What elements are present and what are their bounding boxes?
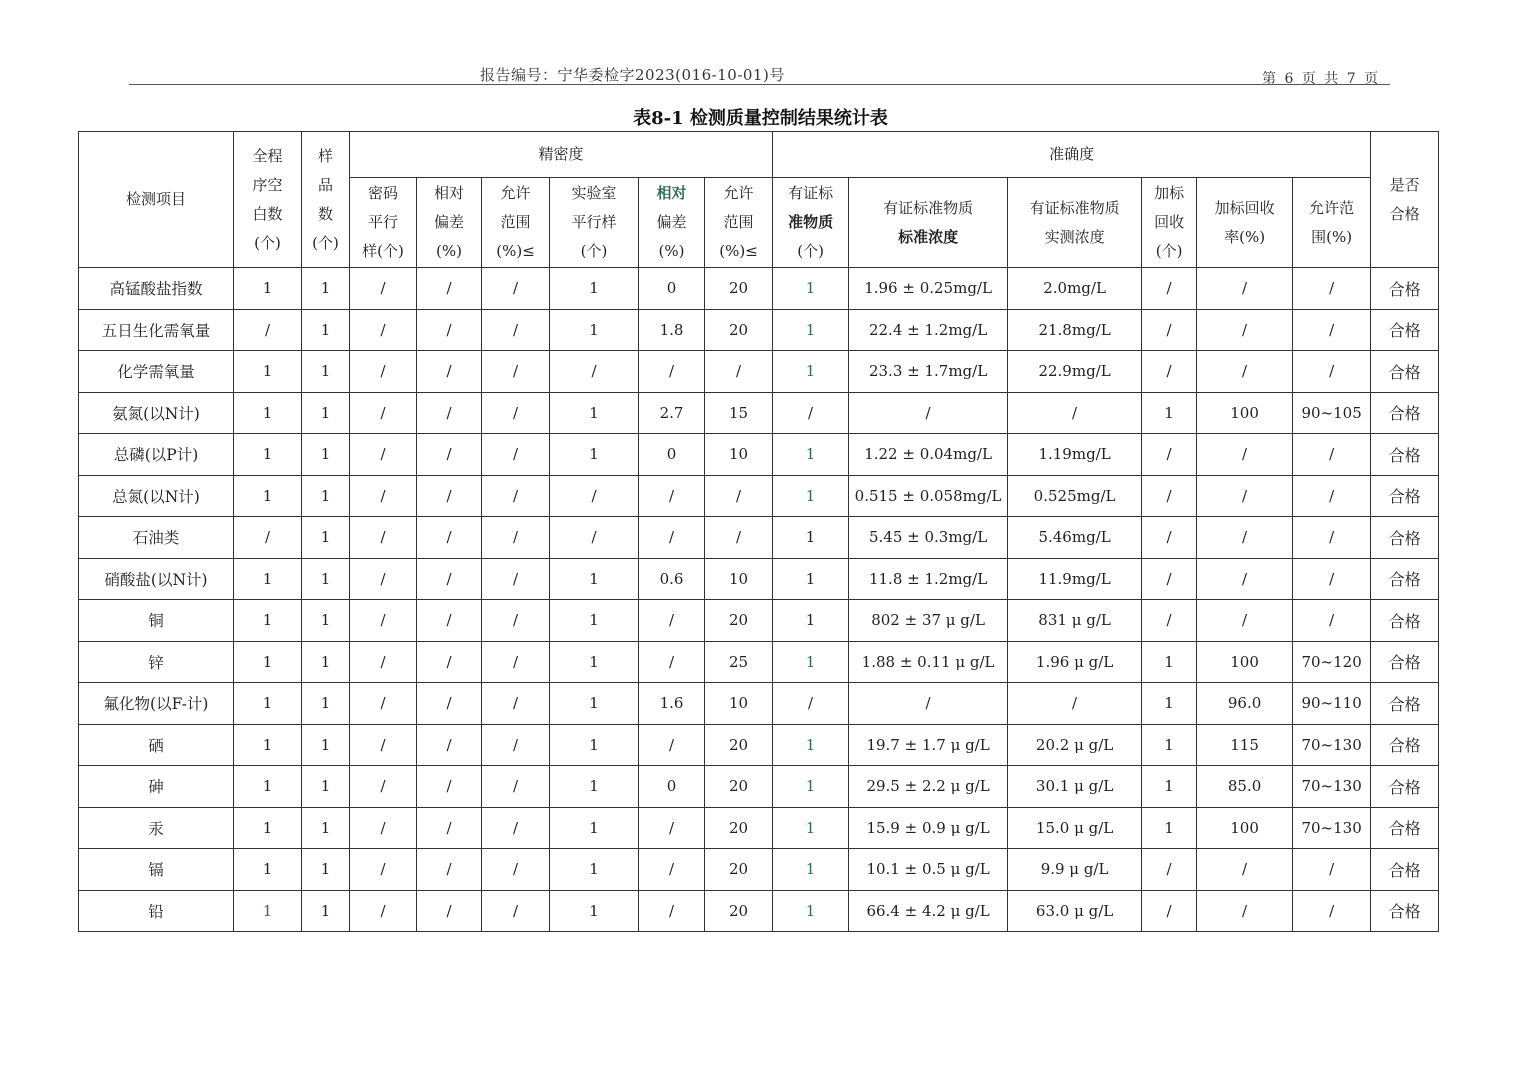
cell-blank: 1 [234,641,302,683]
cell-ok: 合格 [1371,392,1439,434]
cell-a5: 96.0 [1197,683,1293,725]
cell-a4: 1 [1142,807,1197,849]
cell-a2: 15.9 ± 0.9 μ g/L [849,807,1008,849]
cell-ok: 合格 [1371,558,1439,600]
cell-a3: 20.2 μ g/L [1008,724,1142,766]
table-row [79,724,1439,766]
cell-a1: 1 [773,475,849,517]
cell-p6: 20 [705,724,773,766]
cell-a5: / [1197,517,1293,559]
cell-samples: 1 [302,517,350,559]
cell-p5: 1.8 [639,309,705,351]
cell-p5: / [639,517,705,559]
cell-blank: 1 [234,890,302,932]
cell-a5: / [1197,890,1293,932]
cell-a4: / [1142,268,1197,310]
cell-a4: / [1142,849,1197,891]
cell-p3: / [482,517,550,559]
cell-a5: 100 [1197,392,1293,434]
cell-samples: 1 [302,683,350,725]
cell-a2: 1.22 ± 0.04mg/L [849,434,1008,476]
cell-a4: / [1142,475,1197,517]
cell-p3: / [482,392,550,434]
cell-p2: / [417,517,482,559]
cell-ok: 合格 [1371,724,1439,766]
cell-item: 汞 [79,807,234,849]
col-p3-header: 允许 范围 (%)≤ [482,178,550,268]
cell-a5: 115 [1197,724,1293,766]
cell-a5: / [1197,475,1293,517]
cell-p5: / [639,849,705,891]
cell-item: 硝酸盐(以N计) [79,558,234,600]
cell-ok: 合格 [1371,683,1439,725]
cell-item: 砷 [79,766,234,808]
cell-p5: 0 [639,268,705,310]
cell-blank: / [234,517,302,559]
col-a2-header: 有证标准物质 标准浓度 [849,178,1008,268]
cell-samples: 1 [302,309,350,351]
cell-a6: 70~130 [1293,724,1371,766]
cell-a1: 1 [773,890,849,932]
table-row [79,641,1439,683]
cell-a2: 22.4 ± 1.2mg/L [849,309,1008,351]
cell-p1: / [350,849,417,891]
cell-p3: / [482,641,550,683]
cell-a2: / [849,392,1008,434]
cell-p5: / [639,641,705,683]
cell-a1: 1 [773,517,849,559]
cell-blank: 1 [234,724,302,766]
cell-item: 高锰酸盐指数 [79,268,234,310]
table-row [79,434,1439,476]
cell-a1: 1 [773,724,849,766]
cell-p6: 10 [705,434,773,476]
cell-p2: / [417,641,482,683]
report-number: 报告编号：宁华委检字2023(016-10-01)号 [480,66,785,84]
cell-a2: 66.4 ± 4.2 μ g/L [849,890,1008,932]
cell-a5: / [1197,434,1293,476]
col-a1-header: 有证标 准物质 (个) [773,178,849,268]
cell-p6: / [705,517,773,559]
cell-p3: / [482,475,550,517]
cell-p2: / [417,849,482,891]
cell-p5: 0.6 [639,558,705,600]
cell-p4: 1 [550,309,639,351]
cell-blank: 1 [234,268,302,310]
cell-blank: 1 [234,849,302,891]
cell-a6: / [1293,309,1371,351]
cell-a6: 90~105 [1293,392,1371,434]
cell-p6: 20 [705,766,773,808]
cell-samples: 1 [302,849,350,891]
cell-p4: 1 [550,268,639,310]
cell-a1: 1 [773,766,849,808]
cell-a2: 1.88 ± 0.11 μ g/L [849,641,1008,683]
cell-samples: 1 [302,475,350,517]
cell-a2: 0.515 ± 0.058mg/L [849,475,1008,517]
cell-a3: 21.8mg/L [1008,309,1142,351]
col-a4-header: 加标 回收 (个) [1142,178,1197,268]
cell-p2: / [417,724,482,766]
cell-samples: 1 [302,268,350,310]
cell-samples: 1 [302,807,350,849]
cell-p6: / [705,475,773,517]
col-a3-header: 有证标准物质 实测浓度 [1008,178,1142,268]
cell-p5: / [639,351,705,393]
cell-p1: / [350,683,417,725]
cell-item: 石油类 [79,517,234,559]
cell-p5: / [639,600,705,642]
cell-item: 总氮(以N计) [79,475,234,517]
cell-a3: 9.9 μ g/L [1008,849,1142,891]
cell-item: 五日生化需氧量 [79,309,234,351]
cell-p5: / [639,890,705,932]
cell-p5: 1.6 [639,683,705,725]
cell-ok: 合格 [1371,849,1439,891]
col-p1-header: 密码 平行 样(个) [350,178,417,268]
cell-p3: / [482,890,550,932]
cell-ok: 合格 [1371,517,1439,559]
cell-blank: 1 [234,392,302,434]
cell-p2: / [417,434,482,476]
col-blank-header: 全程 序空 白数 (个) [234,132,302,268]
cell-p1: / [350,558,417,600]
cell-p1: / [350,724,417,766]
cell-p2: / [417,309,482,351]
cell-p4: 1 [550,849,639,891]
cell-a4: 1 [1142,683,1197,725]
cell-p1: / [350,392,417,434]
cell-a5: / [1197,309,1293,351]
cell-p4: 1 [550,807,639,849]
cell-p3: / [482,724,550,766]
cell-blank: 1 [234,807,302,849]
cell-a2: 802 ± 37 μ g/L [849,600,1008,642]
cell-p2: / [417,683,482,725]
cell-a3: 30.1 μ g/L [1008,766,1142,808]
cell-a5: / [1197,558,1293,600]
cell-p1: / [350,600,417,642]
table-row [79,807,1439,849]
cell-a2: 23.3 ± 1.7mg/L [849,351,1008,393]
accuracy-group-header: 准确度 [773,132,1371,178]
cell-p6: 20 [705,600,773,642]
cell-a4: / [1142,434,1197,476]
cell-a1: 1 [773,600,849,642]
cell-a5: / [1197,600,1293,642]
cell-blank: 1 [234,766,302,808]
cell-a6: 70~130 [1293,766,1371,808]
cell-p2: / [417,766,482,808]
cell-p6: 20 [705,309,773,351]
cell-a4: / [1142,517,1197,559]
cell-a3: / [1008,392,1142,434]
cell-p2: / [417,392,482,434]
cell-a2: 11.8 ± 1.2mg/L [849,558,1008,600]
cell-p1: / [350,890,417,932]
cell-p1: / [350,434,417,476]
cell-p1: / [350,766,417,808]
table-row [79,309,1439,351]
cell-samples: 1 [302,558,350,600]
cell-p3: / [482,351,550,393]
cell-a6: / [1293,890,1371,932]
cell-a2: / [849,683,1008,725]
cell-ok: 合格 [1371,434,1439,476]
cell-a6: / [1293,351,1371,393]
cell-p1: / [350,351,417,393]
cell-a1: 1 [773,641,849,683]
cell-a4: / [1142,309,1197,351]
cell-a2: 10.1 ± 0.5 μ g/L [849,849,1008,891]
cell-item: 锌 [79,641,234,683]
cell-p3: / [482,558,550,600]
col-samples-header: 样 品 数 (个) [302,132,350,268]
cell-a5: / [1197,849,1293,891]
cell-a1: 1 [773,558,849,600]
cell-a1: 1 [773,807,849,849]
cell-a6: 70~120 [1293,641,1371,683]
cell-p6: 20 [705,268,773,310]
cell-a5: / [1197,268,1293,310]
cell-a6: / [1293,849,1371,891]
cell-a1: 1 [773,268,849,310]
cell-p1: / [350,807,417,849]
col-a5-header: 加标回收 率(%) [1197,178,1293,268]
cell-a1: 1 [773,434,849,476]
cell-p4: 1 [550,766,639,808]
cell-a3: 5.46mg/L [1008,517,1142,559]
cell-p1: / [350,268,417,310]
cell-a4: / [1142,351,1197,393]
cell-blank: 1 [234,434,302,476]
cell-samples: 1 [302,392,350,434]
cell-p6: 10 [705,558,773,600]
cell-a6: / [1293,600,1371,642]
cell-a2: 5.45 ± 0.3mg/L [849,517,1008,559]
cell-item: 铅 [79,890,234,932]
cell-a4: 1 [1142,724,1197,766]
cell-p2: / [417,600,482,642]
cell-p4: 1 [550,392,639,434]
cell-p4: 1 [550,434,639,476]
cell-p2: / [417,807,482,849]
cell-ok: 合格 [1371,268,1439,310]
cell-ok: 合格 [1371,641,1439,683]
cell-p4: 1 [550,683,639,725]
col-p5-header: 相对 偏差 (%) [639,178,705,268]
cell-p1: / [350,517,417,559]
cell-a3: 15.0 μ g/L [1008,807,1142,849]
cell-p1: / [350,641,417,683]
cell-a6: 90~110 [1293,683,1371,725]
cell-samples: 1 [302,600,350,642]
cell-p2: / [417,890,482,932]
cell-a6: / [1293,558,1371,600]
cell-p2: / [417,351,482,393]
cell-a1: / [773,683,849,725]
header-divider [129,84,1390,85]
cell-a3: 1.96 μ g/L [1008,641,1142,683]
cell-a4: / [1142,600,1197,642]
cell-a5: 100 [1197,807,1293,849]
table-row [79,683,1439,725]
table-row [79,392,1439,434]
cell-a5: / [1197,351,1293,393]
cell-a6: / [1293,268,1371,310]
cell-a5: 85.0 [1197,766,1293,808]
cell-item: 硒 [79,724,234,766]
cell-p3: / [482,766,550,808]
cell-p5: 0 [639,766,705,808]
page-number: 第 6 页 共 7 页 [1262,71,1381,87]
table-row [79,766,1439,808]
qc-results-table [78,131,1439,932]
cell-a1: 1 [773,849,849,891]
cell-samples: 1 [302,766,350,808]
cell-blank: 1 [234,475,302,517]
qc-table-body [79,268,1439,932]
cell-a3: 0.525mg/L [1008,475,1142,517]
table-row [79,351,1439,393]
cell-ok: 合格 [1371,351,1439,393]
cell-p3: / [482,434,550,476]
cell-blank: 1 [234,558,302,600]
cell-a3: 831 μ g/L [1008,600,1142,642]
col-a6-header: 允许范 围(%) [1293,178,1371,268]
cell-p5: 0 [639,434,705,476]
col-p4-header: 实验室 平行样 (个) [550,178,639,268]
cell-item: 氟化物(以F-计) [79,683,234,725]
cell-samples: 1 [302,724,350,766]
table-row [79,517,1439,559]
table-row [79,475,1439,517]
cell-p6: 10 [705,683,773,725]
cell-samples: 1 [302,434,350,476]
cell-p6: 20 [705,807,773,849]
cell-p4: / [550,475,639,517]
cell-p3: / [482,600,550,642]
cell-a2: 1.96 ± 0.25mg/L [849,268,1008,310]
cell-a4: 1 [1142,641,1197,683]
cell-blank: / [234,309,302,351]
cell-a2: 19.7 ± 1.7 μ g/L [849,724,1008,766]
cell-a1: / [773,392,849,434]
table-row [79,849,1439,891]
table-title: 表8-1 检测质量控制结果统计表 [633,108,888,129]
cell-p2: / [417,268,482,310]
cell-a6: / [1293,517,1371,559]
cell-p2: / [417,475,482,517]
col-qualified-header: 是否 合格 [1371,132,1439,268]
cell-ok: 合格 [1371,766,1439,808]
cell-a6: / [1293,434,1371,476]
cell-p5: / [639,475,705,517]
cell-p4: 1 [550,890,639,932]
cell-p3: / [482,268,550,310]
cell-p6: 25 [705,641,773,683]
cell-p6: 20 [705,849,773,891]
cell-blank: 1 [234,683,302,725]
cell-ok: 合格 [1371,807,1439,849]
cell-p4: / [550,517,639,559]
cell-p6: / [705,351,773,393]
cell-p1: / [350,309,417,351]
cell-p4: 1 [550,641,639,683]
cell-p4: 1 [550,600,639,642]
cell-ok: 合格 [1371,309,1439,351]
col-p6-header: 允许 范围 (%)≤ [705,178,773,268]
cell-item: 化学需氧量 [79,351,234,393]
cell-a4: 1 [1142,766,1197,808]
cell-a3: 2.0mg/L [1008,268,1142,310]
cell-a4: / [1142,558,1197,600]
cell-a4: 1 [1142,392,1197,434]
cell-p5: 2.7 [639,392,705,434]
cell-samples: 1 [302,641,350,683]
cell-p4: 1 [550,724,639,766]
cell-p5: / [639,807,705,849]
cell-a3: 22.9mg/L [1008,351,1142,393]
precision-group-header: 精密度 [350,132,773,178]
cell-p5: / [639,724,705,766]
cell-a6: 70~130 [1293,807,1371,849]
cell-item: 镉 [79,849,234,891]
cell-a3: 11.9mg/L [1008,558,1142,600]
cell-ok: 合格 [1371,475,1439,517]
cell-item: 总磷(以P计) [79,434,234,476]
cell-p3: / [482,683,550,725]
cell-p3: / [482,807,550,849]
cell-p3: / [482,309,550,351]
cell-a3: 1.19mg/L [1008,434,1142,476]
col-p2-header: 相对 偏差 (%) [417,178,482,268]
col-item-header: 检测项目 [79,132,234,268]
cell-item: 氨氮(以N计) [79,392,234,434]
cell-p4: 1 [550,558,639,600]
cell-a4: / [1142,890,1197,932]
table-row [79,558,1439,600]
cell-a2: 29.5 ± 2.2 μ g/L [849,766,1008,808]
cell-ok: 合格 [1371,600,1439,642]
cell-blank: 1 [234,600,302,642]
cell-p2: / [417,558,482,600]
cell-samples: 1 [302,890,350,932]
cell-a3: / [1008,683,1142,725]
cell-p6: 15 [705,392,773,434]
cell-blank: 1 [234,351,302,393]
cell-p1: / [350,475,417,517]
cell-a5: 100 [1197,641,1293,683]
cell-ok: 合格 [1371,890,1439,932]
table-row [79,600,1439,642]
cell-samples: 1 [302,351,350,393]
cell-a1: 1 [773,351,849,393]
cell-p4: / [550,351,639,393]
cell-item: 铜 [79,600,234,642]
cell-a3: 63.0 μ g/L [1008,890,1142,932]
cell-a6: / [1293,475,1371,517]
table-row [79,890,1439,932]
cell-p3: / [482,849,550,891]
cell-p6: 20 [705,890,773,932]
table-row [79,268,1439,310]
cell-a1: 1 [773,309,849,351]
